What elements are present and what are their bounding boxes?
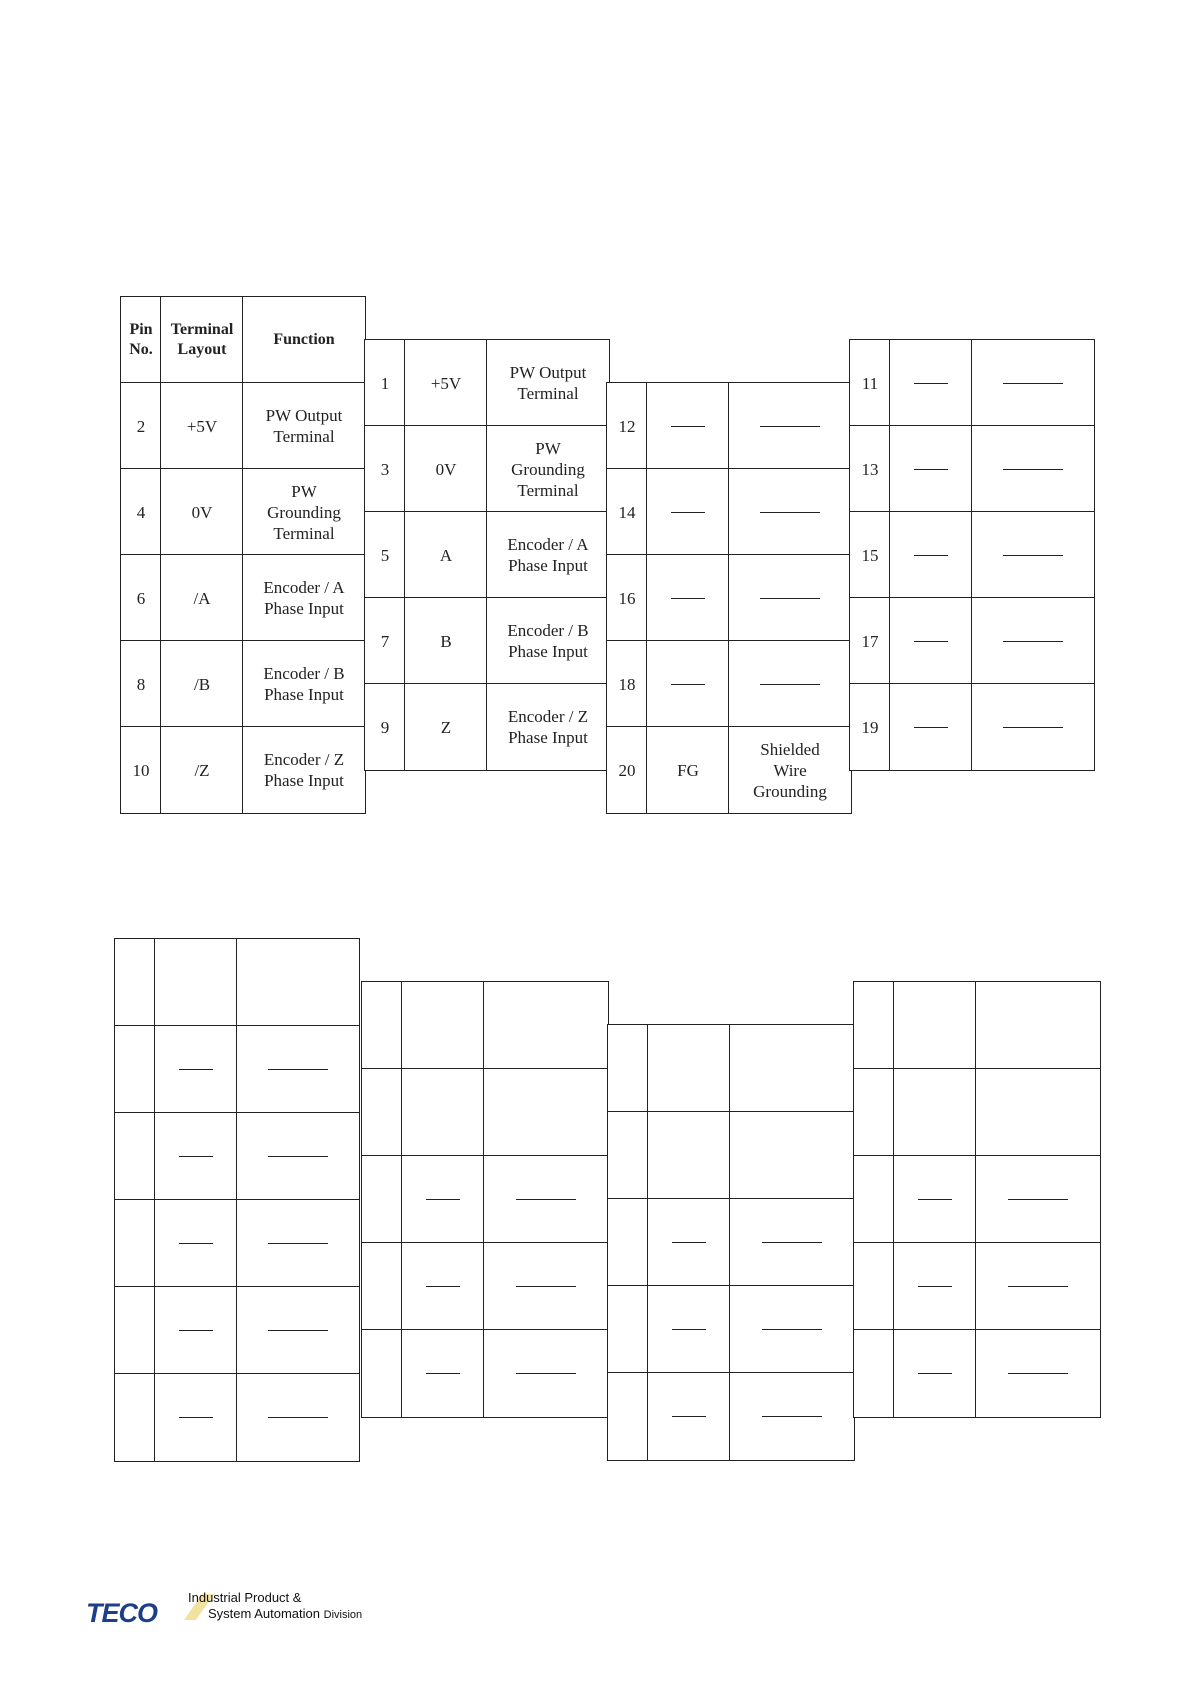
blank-cell: [975, 1155, 1101, 1244]
pin-number: 10: [120, 726, 162, 814]
function: Encoder / A Phase Input: [486, 511, 610, 599]
blank-cell: [361, 1329, 403, 1418]
blank-cell: [647, 1372, 731, 1461]
function-empty: [728, 640, 852, 728]
blank-cell: [114, 938, 156, 1027]
pin-number: 14: [606, 468, 648, 556]
header-function: Function: [242, 296, 366, 384]
blank-cell: [893, 1242, 977, 1331]
function: PW Output Terminal: [486, 339, 610, 427]
blank-cell: [647, 1198, 731, 1287]
blank-cell: [401, 1329, 485, 1418]
terminal-layout: +5V: [404, 339, 488, 427]
function-empty: [971, 425, 1095, 513]
pin-number: 12: [606, 382, 648, 470]
logo-tagline-small: Division: [323, 1609, 363, 1621]
terminal-layout-empty: [889, 511, 973, 599]
pin-number: 9: [364, 683, 406, 771]
blank-cell: [975, 981, 1101, 1070]
blank-cell: [483, 1329, 609, 1418]
function-empty: [728, 382, 852, 470]
pin-number: 17: [849, 597, 891, 685]
blank-cell: [607, 1372, 649, 1461]
blank-cell: [607, 1198, 649, 1287]
function-empty: [971, 597, 1095, 685]
blank-cell: [647, 1024, 731, 1113]
logo-tagline-main: System Automation: [208, 1606, 320, 1621]
pin-number: 11: [849, 339, 891, 427]
pin-number: 4: [120, 468, 162, 556]
blank-cell: [114, 1112, 156, 1201]
pin-number: 13: [849, 425, 891, 513]
terminal-layout: /A: [160, 554, 244, 642]
blank-cell: [154, 938, 238, 1027]
blank-cell: [729, 1024, 855, 1113]
terminal-layout-empty: [646, 468, 730, 556]
blank-cell: [647, 1111, 731, 1200]
blank-cell: [729, 1285, 855, 1374]
function: PW Grounding Terminal: [486, 425, 610, 513]
blank-cell: [975, 1068, 1101, 1157]
function: Encoder / Z Phase Input: [486, 683, 610, 771]
pin-number: 7: [364, 597, 406, 685]
logo-tagline-line2: [208, 1606, 362, 1621]
terminal-layout: Z: [404, 683, 488, 771]
blank-cell: [114, 1199, 156, 1288]
blank-cell: [893, 1155, 977, 1244]
blank-cell: [853, 1329, 895, 1418]
blank-cell: [607, 1111, 649, 1200]
terminal-layout: /Z: [160, 726, 244, 814]
blank-cell: [483, 1242, 609, 1331]
function: PW Grounding Terminal: [242, 468, 366, 556]
pin-number: 2: [120, 382, 162, 470]
function: Encoder / B Phase Input: [486, 597, 610, 685]
terminal-layout: /B: [160, 640, 244, 728]
function-empty: [971, 339, 1095, 427]
logo-brand-text: TECO: [86, 1598, 158, 1628]
pin-number: 1: [364, 339, 406, 427]
blank-cell: [853, 981, 895, 1070]
terminal-layout-empty: [889, 683, 973, 771]
function: Encoder / A Phase Input: [242, 554, 366, 642]
blank-cell: [236, 1199, 360, 1288]
blank-cell: [114, 1286, 156, 1375]
terminal-layout-empty: [646, 640, 730, 728]
function: PW Output Terminal: [242, 382, 366, 470]
blank-cell: [607, 1285, 649, 1374]
blank-cell: [729, 1111, 855, 1200]
blank-cell: [483, 1155, 609, 1244]
function: Encoder / B Phase Input: [242, 640, 366, 728]
blank-cell: [893, 981, 977, 1070]
blank-cell: [361, 981, 403, 1070]
blank-cell: [647, 1285, 731, 1374]
blank-cell: [483, 1068, 609, 1157]
blank-cell: [114, 1025, 156, 1114]
pin-number: 5: [364, 511, 406, 599]
terminal-layout: B: [404, 597, 488, 685]
terminal-layout-empty: [646, 382, 730, 470]
function-empty: [728, 554, 852, 642]
blank-cell: [154, 1025, 238, 1114]
terminal-layout: FG: [646, 726, 730, 814]
function-empty: [728, 468, 852, 556]
terminal-layout: +5V: [160, 382, 244, 470]
pin-number: 8: [120, 640, 162, 728]
blank-cell: [729, 1372, 855, 1461]
function-empty: [971, 683, 1095, 771]
blank-cell: [853, 1155, 895, 1244]
pin-number: 6: [120, 554, 162, 642]
blank-cell: [401, 1068, 485, 1157]
header-pin-no: Pin No.: [120, 296, 162, 384]
blank-cell: [361, 1155, 403, 1244]
blank-cell: [401, 1242, 485, 1331]
pin-number: 19: [849, 683, 891, 771]
terminal-layout-empty: [889, 425, 973, 513]
terminal-layout-empty: [889, 597, 973, 685]
blank-cell: [154, 1286, 238, 1375]
blank-cell: [361, 1068, 403, 1157]
blank-cell: [893, 1329, 977, 1418]
terminal-layout-empty: [646, 554, 730, 642]
pin-number: 20: [606, 726, 648, 814]
terminal-layout: 0V: [404, 425, 488, 513]
blank-cell: [236, 1112, 360, 1201]
logo-tagline-line1: Industrial Product &: [188, 1590, 302, 1605]
terminal-layout-empty: [889, 339, 973, 427]
blank-cell: [236, 1373, 360, 1462]
blank-cell: [114, 1373, 156, 1462]
blank-cell: [236, 938, 360, 1027]
blank-cell: [729, 1198, 855, 1287]
blank-cell: [975, 1329, 1101, 1418]
pin-number: 3: [364, 425, 406, 513]
pin-number: 16: [606, 554, 648, 642]
pin-number: 15: [849, 511, 891, 599]
blank-cell: [853, 1068, 895, 1157]
blank-cell: [236, 1286, 360, 1375]
blank-cell: [154, 1373, 238, 1462]
header-terminal-layout: Terminal Layout: [160, 296, 244, 384]
blank-cell: [154, 1112, 238, 1201]
function-empty: [971, 511, 1095, 599]
blank-cell: [483, 981, 609, 1070]
blank-cell: [236, 1025, 360, 1114]
terminal-layout: 0V: [160, 468, 244, 556]
blank-cell: [154, 1199, 238, 1288]
blank-cell: [607, 1024, 649, 1113]
terminal-layout: A: [404, 511, 488, 599]
blank-cell: [975, 1242, 1101, 1331]
blank-cell: [401, 1155, 485, 1244]
blank-cell: [401, 981, 485, 1070]
blank-cell: [853, 1242, 895, 1331]
pin-number: 18: [606, 640, 648, 728]
function: Encoder / Z Phase Input: [242, 726, 366, 814]
teco-logo: [86, 1590, 386, 1636]
blank-cell: [893, 1068, 977, 1157]
blank-cell: [361, 1242, 403, 1331]
function: Shielded Wire Grounding: [728, 726, 852, 814]
